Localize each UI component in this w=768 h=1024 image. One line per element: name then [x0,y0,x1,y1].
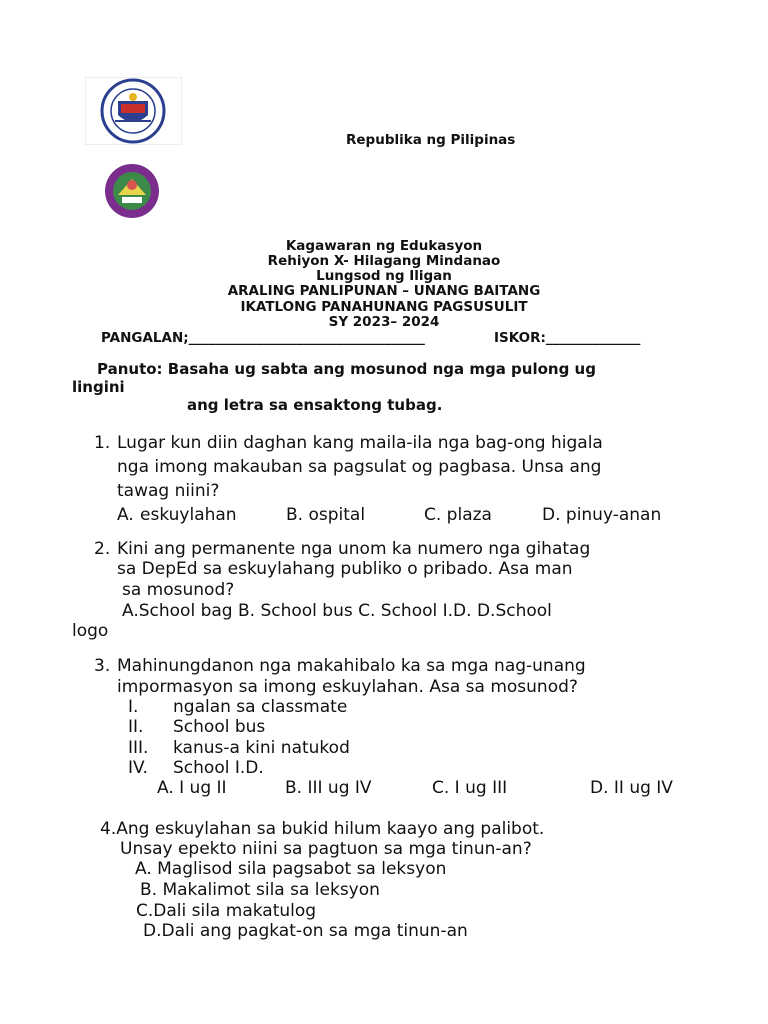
subject-heading: ARALING PANLIPUNAN – UNANG BAITANG [227,283,541,299]
choice-d[interactable]: D.Dali ang pagkat-on sa mga tinun-an [143,921,468,941]
city-heading: Lungsod ng Iligan [316,268,452,284]
choices-line[interactable]: A.School bag B. School bus C. School I.D. D.School [122,601,552,621]
school-year-heading: SY 2023– 2024 [328,314,440,330]
score-field[interactable]: ISKOR:______________ [494,330,641,346]
question-text-line: Lugar kun diin daghan kang maila-ila nga bag-ong higala [117,433,603,453]
question-number: 1. [94,433,111,453]
deped-seal-logo [85,77,182,145]
question-text-line: impormasyon sa imong eskuylahan. Asa sa mosunod? [117,677,578,697]
choice-b[interactable]: B. Makalimot sila sa leksyon [140,880,380,900]
instructions-line-1: Panuto: Basaha ug sabta ang mosunod nga mga pulong ug [97,360,596,378]
list-item: School bus [173,717,266,737]
choice-c[interactable]: C. plaza [424,505,492,525]
question-text-line: sa DepEd sa eskuylahang publiko o pribado. Asa man [117,559,573,579]
choice-a[interactable]: eskuylahan [140,505,237,525]
instructions-line-3: ang letra sa ensaktong tubag. [187,396,443,414]
choice-d[interactable]: D. II ug IV [590,778,673,798]
region-heading: Rehiyon X- Hilagang Mindanao [267,253,501,269]
question-text-line: 4.Ang eskuylahan sa bukid hilum kaayo ang palibot. [100,819,545,839]
question-text-line: nga imong makauban sa pagsulat og pagbasa. Unsa ang [117,457,602,477]
choice-b[interactable]: B. ospital [286,505,366,525]
choice-a-letter[interactable]: A. [117,505,134,525]
list-item-number: I. [128,697,139,717]
instructions-line-2: lingini [72,378,125,396]
list-item: ngalan sa classmate [173,697,348,717]
choice-a[interactable]: A. Maglisod sila pagsabot sa leksyon [135,859,447,879]
list-item-number: IV. [128,758,148,778]
list-item-number: II. [128,717,144,737]
choice-c[interactable]: C.Dali sila makatulog [136,901,317,921]
question-text-line: Mahinungdanon nga makahibalo ka sa mga nag-unang [117,656,586,676]
choices-line-wrap[interactable]: logo [72,621,109,641]
division-seal-logo [104,155,161,227]
choice-c[interactable]: C. I ug III [432,778,508,798]
question-text-line: tawag niini? [117,481,220,501]
choice-d[interactable]: D. pinuy-anan [542,505,662,525]
question-text-line: Kini ang permanente nga unom ka numero nga gihatag [117,539,591,559]
question-number: 2. [94,539,111,559]
question-number: 3. [94,656,111,676]
exam-heading: IKATLONG PANAHUNANG PAGSUSULIT [240,299,528,315]
list-item-number: III. [128,738,149,758]
republic-heading: Republika ng Pilipinas [346,132,516,148]
choice-b[interactable]: B. III ug IV [285,778,372,798]
list-item: kanus-a kini natukod [173,738,350,758]
question-text-line: sa mosunod? [122,580,235,600]
choice-a[interactable]: A. I ug II [157,778,227,798]
list-item: School I.D. [173,758,264,778]
question-text-line: Unsay epekto niini sa pagtuon sa mga tinun-an? [120,839,532,859]
name-field[interactable]: PANGALAN;___________________________________ [101,330,425,346]
department-heading: Kagawaran ng Edukasyon [285,238,483,254]
